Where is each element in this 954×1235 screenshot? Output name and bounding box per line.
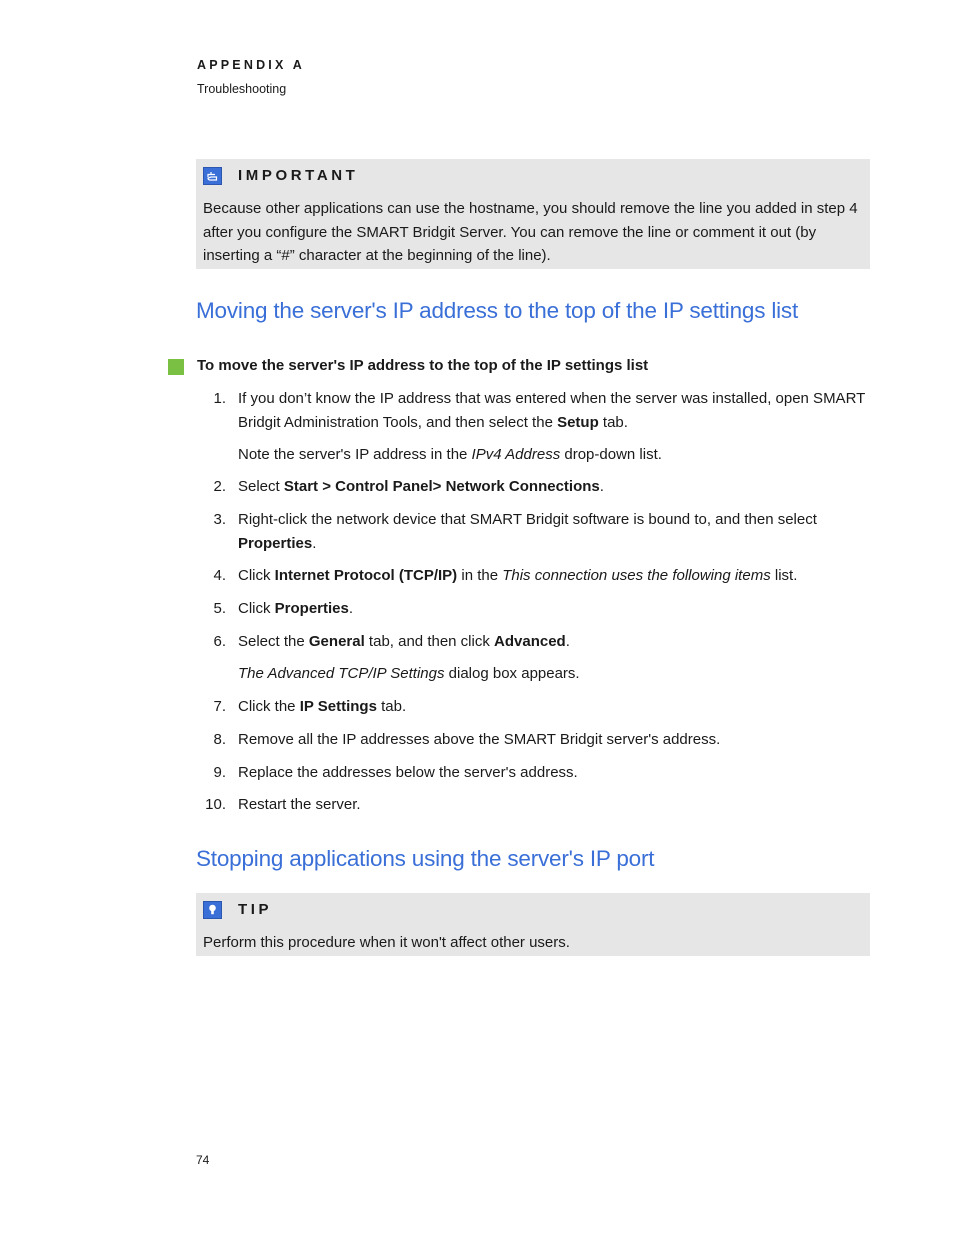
step-number: 10. xyxy=(205,796,226,813)
step-text: If you don’t know the IP address that was entered when the server was installed, open SMART Bridgit Administration Tools, and then select the Setup tab. xyxy=(238,390,866,431)
step-number: 3. xyxy=(213,511,226,528)
tip-callout xyxy=(196,893,870,956)
step-text: Select Start > Control Panel> Network Connections. xyxy=(238,478,604,495)
pointing-hand-icon xyxy=(203,167,222,185)
step-text: Restart the server. xyxy=(238,796,361,813)
page-number: 74 xyxy=(196,1153,210,1167)
step-number: 5. xyxy=(213,600,226,617)
step-note: The Advanced TCP/IP Settings dialog box appears. xyxy=(238,665,580,682)
step-number: 7. xyxy=(213,698,226,715)
step-text: Replace the addresses below the server's address. xyxy=(238,764,578,781)
section-heading-move-ip: Moving the server's IP address to the top of the IP settings list xyxy=(196,298,799,323)
important-callout xyxy=(196,159,870,269)
step-text: Select the General tab, and then click Advanced. xyxy=(238,633,570,650)
step-number: 8. xyxy=(213,731,226,748)
step-note: Note the server's IP address in the IPv4 Address drop-down list. xyxy=(238,446,662,463)
procedure-bullet-icon xyxy=(168,359,184,375)
step-number: 4. xyxy=(213,567,226,584)
procedure-title: To move the server's IP address to the top of the IP settings list xyxy=(197,357,649,374)
step-number: 6. xyxy=(213,633,226,650)
step-text: Click the IP Settings tab. xyxy=(238,698,407,715)
chapter-title: Troubleshooting xyxy=(197,82,287,96)
step-number: 9. xyxy=(213,764,226,781)
step-text: Click Internet Protocol (TCP/IP) in the This connection uses the following items list. xyxy=(238,567,798,584)
important-title: IMPORTANT xyxy=(238,167,359,184)
step-text: Right-click the network device that SMART Bridgit software is bound to, and then select Properties. xyxy=(238,511,817,552)
appendix-label: APPENDIX A xyxy=(197,58,305,72)
step-text: Click Properties. xyxy=(238,600,354,617)
tip-body: Perform this procedure when it won't affect other users. xyxy=(203,934,570,951)
step-number: 2. xyxy=(213,478,226,495)
important-body: Because other applications can use the hostname, you should remove the line you added in step 4 after you configure the SMART Bridgit Server. You can remove the line or comment it out (by inserting a “#” character at the beginning of the line). xyxy=(203,200,858,264)
lightbulb-icon xyxy=(203,901,222,919)
tip-title: TIP xyxy=(238,901,273,918)
section-heading-stopping-apps: Stopping applications using the server's IP port xyxy=(196,846,655,871)
step-text: Remove all the IP addresses above the SMART Bridgit server's address. xyxy=(238,731,721,748)
step-number: 1. xyxy=(213,390,226,407)
